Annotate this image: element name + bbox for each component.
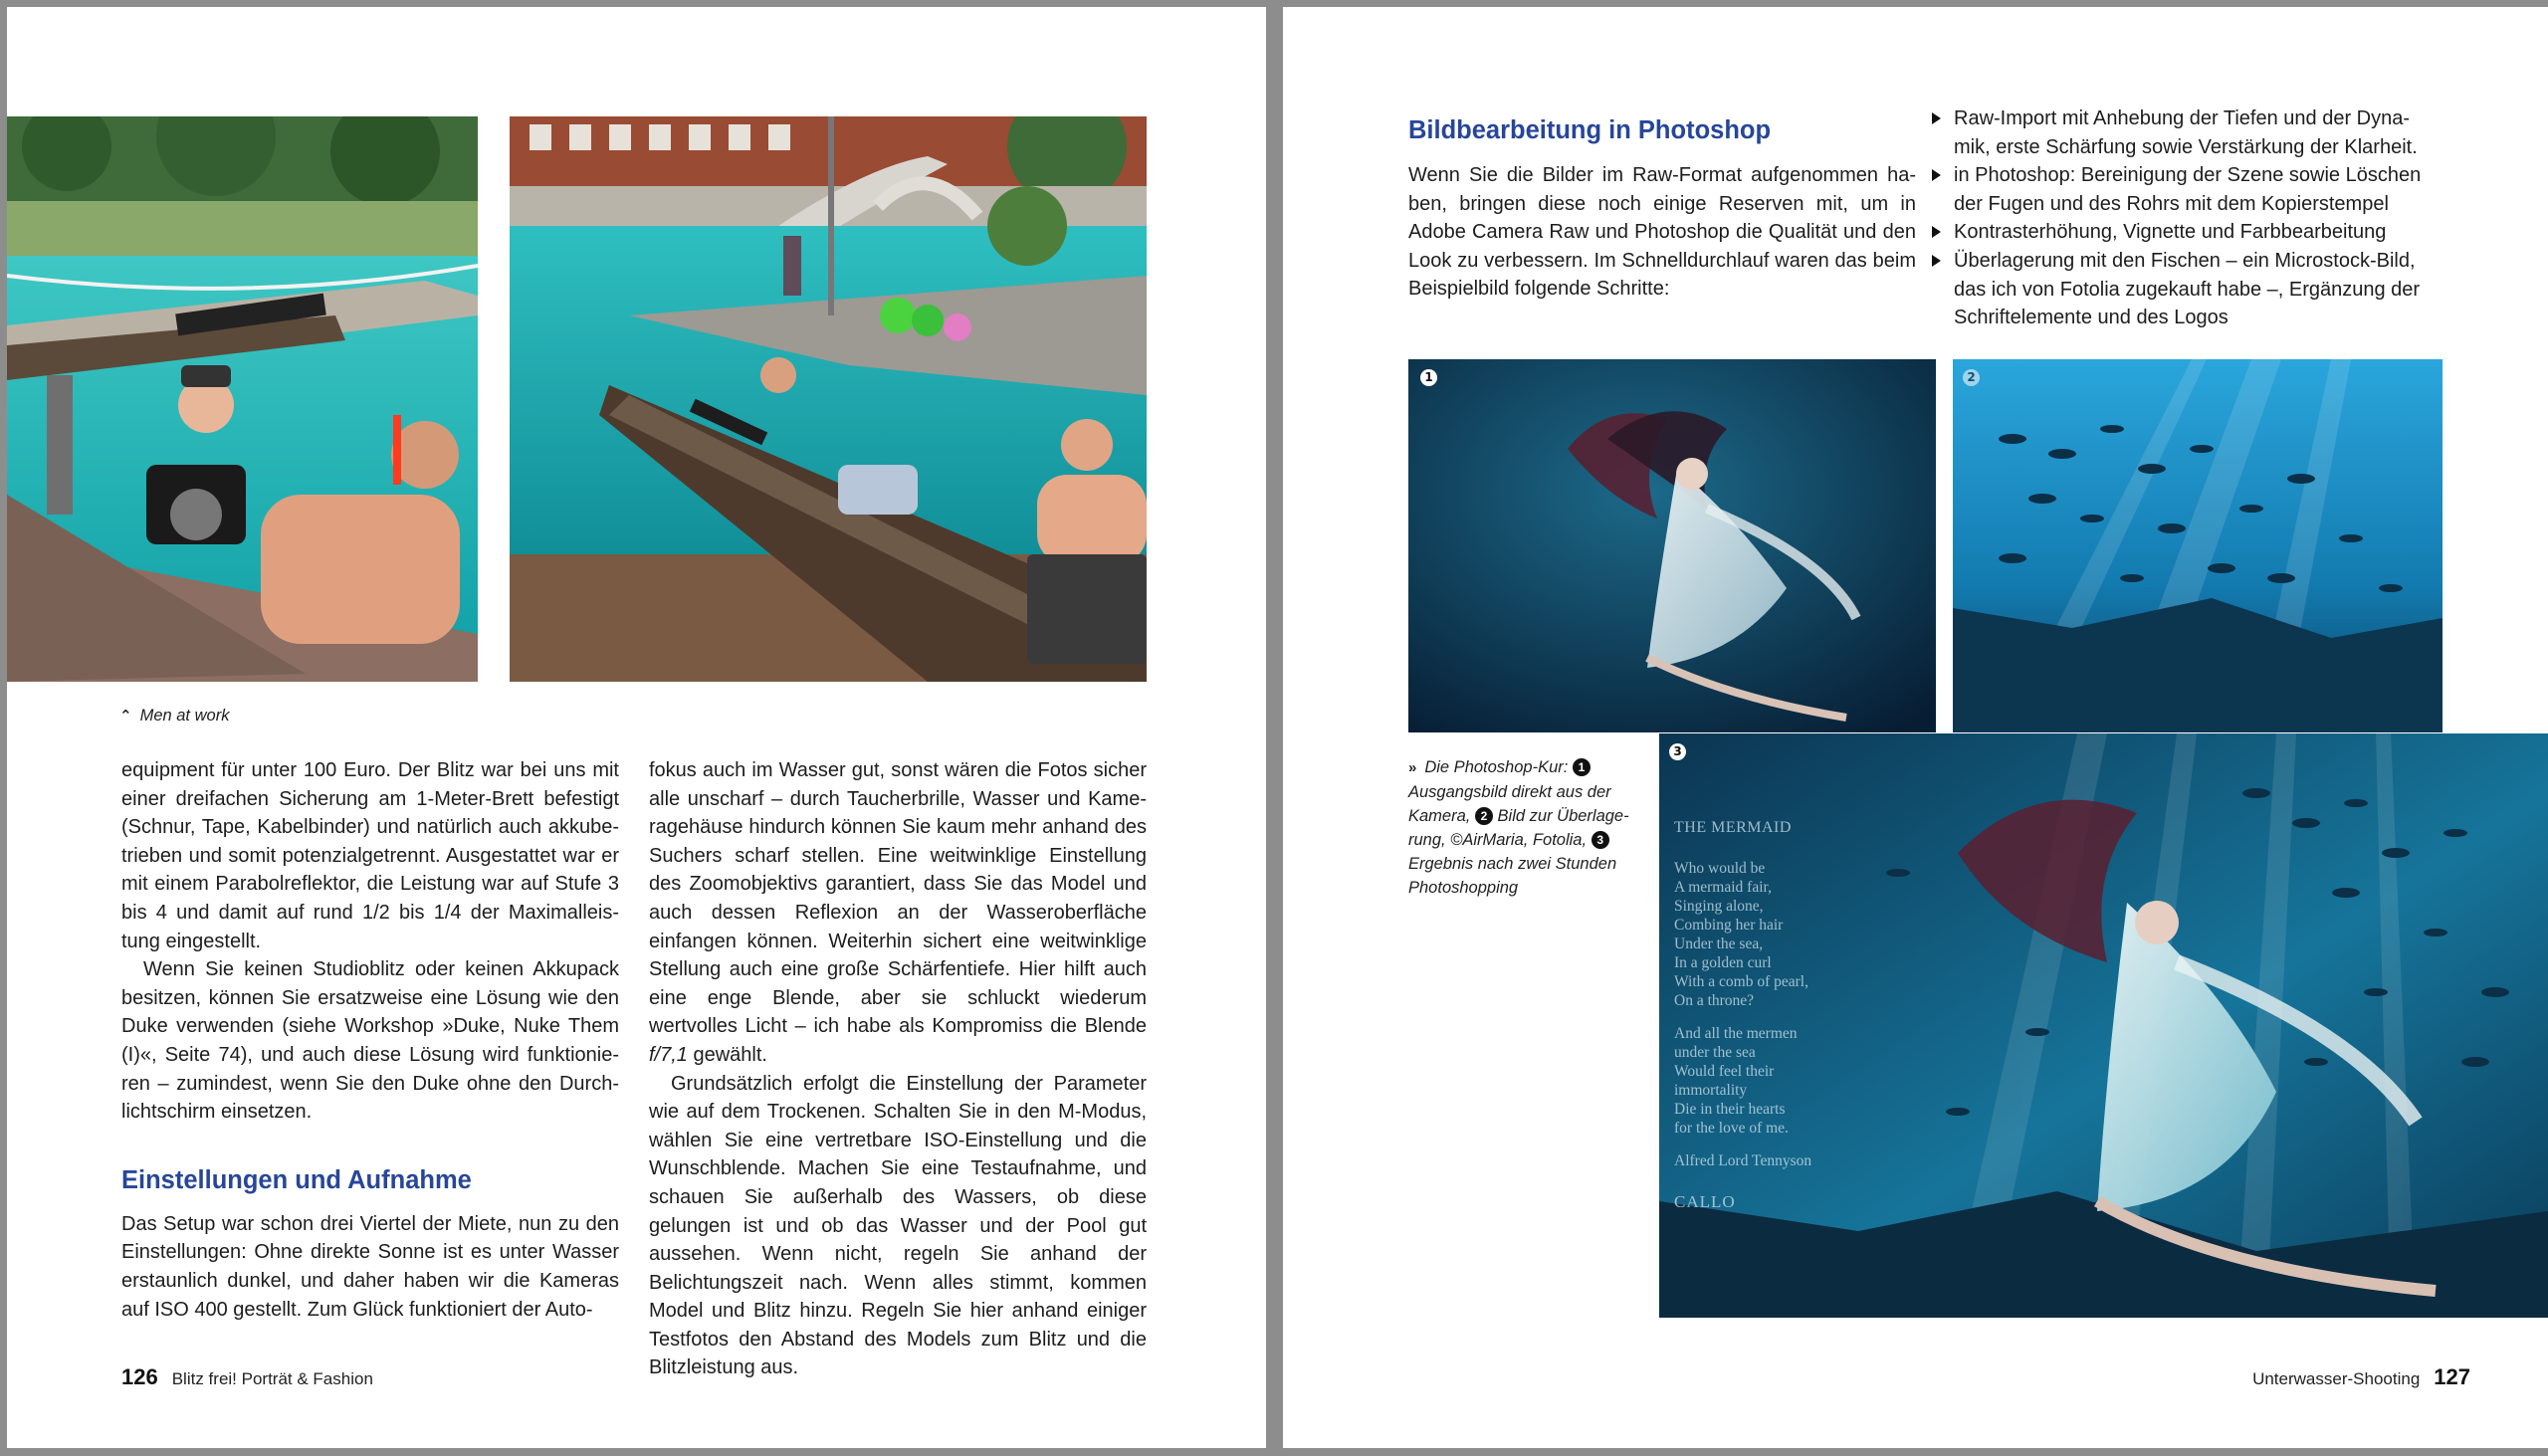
running-title: Unterwasser-Shooting bbox=[2252, 1369, 2421, 1388]
underwater-photo-fish-overlay bbox=[1953, 359, 2442, 732]
text-column-left bbox=[121, 756, 619, 1324]
poem-line: With a comb of pearl, bbox=[1674, 973, 1808, 990]
caption-number-badge: 1 bbox=[1573, 758, 1591, 776]
paragraph: equipment für unter 100 Euro. Der Blitz war bei uns mit einer dreifachen Sicherung am 1-Meter-Brett befestigt (Schnur, Tape, Kabelbinder) und natürlich auch akkube-trieben und somit potenzialgetrennt. Ausgestattet war er mit einem Parabolreflektor, die Leistung war auf Stufe 3 bis 4 und damit auf rund 1/2 bis 1/4 der Maximalleis-tung eingestellt. bbox=[121, 759, 619, 952]
poem-line: A mermaid fair, bbox=[1674, 879, 1772, 896]
photo-caption-text: Men at work bbox=[139, 707, 230, 725]
page-number: 126 bbox=[121, 1364, 158, 1389]
page-footer bbox=[121, 1364, 373, 1390]
left-page bbox=[7, 7, 1266, 1448]
paragraph: Wenn Sie keinen Studioblitz oder keinen Akkupack besitzen, können Sie ersatzweise eine Lösung wie den Duke verwenden (siehe Workshop »Duke, Nuke Them (I)«, Seite 74), und auch diese Lösung wird funktionie-ren – zumindest, wenn Sie den Duke ohne den Durch-lichtschirm einsetzen. bbox=[121, 958, 619, 1124]
poem-author: Alfred Lord Tennyson bbox=[1674, 1152, 1812, 1169]
poem-line: Singing alone, bbox=[1674, 898, 1764, 915]
paragraph: Das Setup war schon drei Viertel der Miete, nun zu den Einstellungen: Ohne direkte Sonne ist es unter Wasser erstaunlich dunkel, und daher haben wir die Kameras auf ISO 400 gestellt. Zum Glück funktioniert der Auto- bbox=[121, 1212, 619, 1321]
photo-caption bbox=[119, 704, 229, 728]
paragraph: Grundsätzlich erfolgt die Einstellung der Parameter wie auf dem Trockenen. Schalten Sie in den M-Modus, wählen Sie eine vertretbare ISO-Einstellung und die Wunschblende. Machen Sie eine Testaufnahme, und schauen Sie außerhalb des Wassers, ob diese gelungen ist und ob das Wasser und der Pool gut aussehen. Wenn nicht, regeln Sie anhand der Belichtungszeit nach. Wenn alles stimmt, kommen Model und Blitz hinzu. Regeln Sie hier anhand einiger Testfotos den Abstand des Models zum Blitz und die Blitzleistung aus. bbox=[649, 1072, 1147, 1379]
image-number-badge: 3 bbox=[1669, 743, 1686, 760]
right-page bbox=[1283, 7, 2548, 1448]
poem-line: In a golden curl bbox=[1674, 954, 1772, 971]
underwater-photo-original bbox=[1408, 359, 1936, 732]
paragraph-text: gewählt. bbox=[687, 1043, 767, 1066]
paragraph-text: fokus auch im Wasser gut, sonst wären die Fotos sicher alle unscharf – durch Taucherbrille, Wasser und Kame-ragehäuse hindurch können Sie kaum mehr anhand des Suchers scharf stellen. Eine weitwinklige Einstellung des Zoomobjektivs garantiert, dass Sie das Model und auch dessen Reflexion an der Wasseroberfläche einfangen können. Weiterhin sichert eine weitwinklige Stellung auch eine große Schärfentiefe. Hier hilft auch eine enge Blende, aber sie schluckt wiederum wertvolles Licht – ich habe als Kompromiss die Blende bbox=[649, 759, 1147, 1038]
pool-photo-slide-and-board bbox=[510, 116, 1147, 682]
list-item: Überlagerung mit den Fischen – ein Microstock-Bild, das ich von Fotolia zugekauft habe –, Ergänzung der Schriftelemente und des Logos bbox=[1930, 247, 2428, 332]
running-title: Blitz frei! Porträt & Fashion bbox=[171, 1369, 373, 1388]
double-chevron-up-icon: ⌃ bbox=[119, 708, 132, 725]
page-footer bbox=[2252, 1364, 2470, 1390]
poem-overlay bbox=[1674, 818, 1843, 1211]
list-item: in Photoshop: Bereinigung der Szene sowie Löschen der Fugen und des Rohrs mit dem Kopierstempel bbox=[1930, 161, 2428, 218]
page-number: 127 bbox=[2434, 1364, 2470, 1389]
paragraph: Wenn Sie die Bilder im Raw-Format aufgenommen ha-ben, bringen diese noch einige Reserven mit, um in Adobe Camera Raw und Photoshop die Qualität und den Look zu verbessern. Im Schnelldurchlauf waren das beim Beispielbild folgende Schritte: bbox=[1408, 164, 1916, 301]
poem-line: for the love of me. bbox=[1674, 1120, 1789, 1137]
pool-photo-diver-with-camera bbox=[7, 116, 478, 682]
list-item: Raw-Import mit Anhebung der Tiefen und der Dyna-mik, erste Schärfung sowie Verstärkung der Klarheit. bbox=[1930, 104, 2428, 161]
text-column-right bbox=[649, 756, 1147, 1382]
paragraph bbox=[649, 756, 1147, 1070]
caption-text: Ergebnis nach zwei Stunden Photoshopping bbox=[1408, 855, 1617, 897]
poem-line: And all the mermen bbox=[1674, 1025, 1798, 1042]
poem-line: immortality bbox=[1674, 1082, 1748, 1099]
aperture-value: f/7,1 bbox=[649, 1043, 688, 1066]
image-number-badge: 1 bbox=[1420, 369, 1437, 386]
double-chevron-right-icon: » bbox=[1408, 759, 1417, 776]
poem-line: Who would be bbox=[1674, 860, 1766, 877]
caption-number-badge: 2 bbox=[1475, 807, 1493, 825]
photographer-logo: CALLO bbox=[1674, 1192, 1736, 1211]
image-caption bbox=[1408, 755, 1647, 900]
poem-line: Under the sea, bbox=[1674, 936, 1764, 952]
steps-list bbox=[1930, 104, 2428, 332]
underwater-photo-final-composite bbox=[1659, 733, 2548, 1318]
image-number-badge: 2 bbox=[1963, 369, 1980, 386]
section-heading: Einstellungen und Aufnahme bbox=[121, 1165, 472, 1194]
poem-line: Would feel their bbox=[1674, 1063, 1775, 1080]
poem-line: Combing her hair bbox=[1674, 917, 1784, 934]
caption-number-badge: 3 bbox=[1592, 831, 1609, 849]
section-heading: Bildbearbeitung in Photoshop bbox=[1408, 116, 1772, 144]
poem-line: Die in their hearts bbox=[1674, 1101, 1786, 1118]
poem-line: under the sea bbox=[1674, 1044, 1756, 1061]
intro-paragraph bbox=[1408, 161, 1916, 304]
caption-text: Ausgangsbild direkt aus der Kamera, bbox=[1408, 783, 1611, 825]
caption-text: Bild zur Überlage-rung, ©AirMaria, Fotolia, bbox=[1408, 807, 1629, 849]
list-item: Kontrasterhöhung, Vignette und Farbbearbeitung bbox=[1930, 218, 2428, 247]
poem-line: On a throne? bbox=[1674, 992, 1755, 1009]
caption-lead: Die Photoshop-Kur: bbox=[1424, 758, 1569, 776]
poem-title: THE MERMAID bbox=[1674, 819, 1792, 836]
